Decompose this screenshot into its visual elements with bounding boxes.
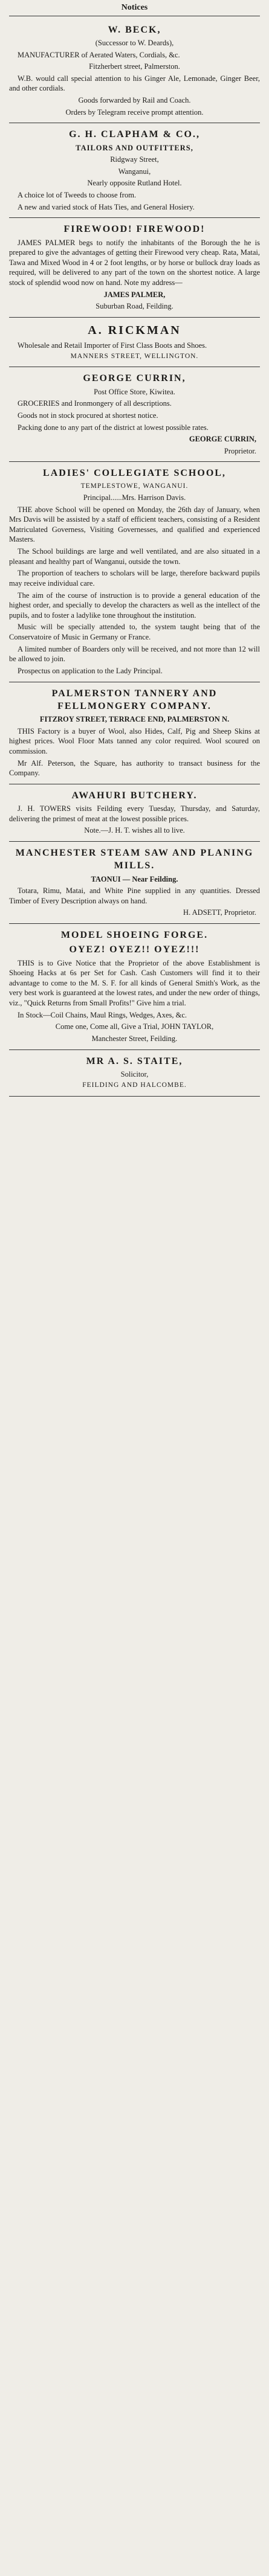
advertisement-beck <box>9 19 260 124</box>
advertisement-line: Prospectus on application to the Lady Principal. <box>18 666 163 675</box>
advertisement-ladies <box>9 462 260 682</box>
advertisement-line: A limited number of Boarders only will be received, and not more than 12 will be allowed to join. <box>9 644 260 664</box>
advertisement-line: Mr Alf. Peterson, the Square, has authority to transact business for the Company. <box>9 758 260 778</box>
advertisement-line: G. H. CLAPHAM & CO., <box>69 129 200 140</box>
advertisement-line: GROCERIES and Ironmongery of all descriptions. <box>18 399 172 408</box>
advertisement-staite <box>9 1050 260 1097</box>
advertisement-line: MODEL SHOEING FORGE. <box>60 930 209 941</box>
advertisement-line: Packing done to any part of the district at lowest possible rates. <box>18 423 209 432</box>
advertisement-line: Suburban Road, Feilding. <box>96 302 173 311</box>
advertisement-line: The aim of the course of instruction is to provide a general education of the highest order, and specially to develop the characters as well as the intellect of the pupils, and to foster a ladylike tone throughout the institution. <box>9 591 260 620</box>
advertisement-line: Manchester Street, Feilding. <box>91 1034 178 1043</box>
advertisement-line: GEORGE CURRIN, <box>83 373 186 384</box>
advertisement-line: PALMERSTON TANNERY AND FELLMONGERY COMPANY. <box>51 688 218 711</box>
advertisement-line: Come one, Come all, Give a Trial, JOHN TAYLOR, <box>55 1022 214 1031</box>
advertisement-line: Wanganui, <box>118 167 151 176</box>
notices-column <box>9 0 260 1097</box>
advertisement-line: GEORGE CURRIN, <box>189 435 256 444</box>
advertisement-line: A. RICKMAN <box>88 323 181 337</box>
advertisement-line: Note.—J. H. T. wishes all to live. <box>84 826 185 835</box>
advertisement-line: Orders by Telegram receive prompt attention. <box>65 107 204 117</box>
advertisement-line: MANUFACTURER of Aerated Waters, Cordials, &c. <box>18 50 180 59</box>
advertisement-line: Post Office Store, Kiwitea. <box>94 387 175 396</box>
advertisement-line: W. BECK, <box>108 24 161 35</box>
advertisement-line: A choice lot of Tweeds to choose from. <box>18 191 137 200</box>
advertisement-line: Fitzherbert street, Palmerston. <box>89 62 180 71</box>
advertisement-line: J. H. TOWERS visits Feilding every Tuesday, Thursday, and Saturday, delivering the primest of meat at the lowest possible prices. <box>9 804 260 823</box>
advertisement-line: Ridgway Street, <box>110 155 159 164</box>
advertisement-line: FITZROY STREET, TERRACE END, PALMERSTON N. <box>39 715 230 724</box>
advertisement-line: MR A. S. STAITE, <box>86 1056 183 1066</box>
advertisement-line: Goods forwarded by Rail and Coach. <box>78 96 191 104</box>
advertisement-line: Goods not in stock procured at shortest notice. <box>18 411 158 420</box>
advertisement-line: JAMES PALMER begs to notify the inhabitants of the Borough the he is prepared to give the advantages of getting their Firewood very cheap. Rata, Matai, Tawa and Mixed Wood in 4 or 2 foot lengths, or by horse or bullock dray loads as required, will be delivered to any part of the town on the shortest notice. A large stock of splendid wood now on hand. Note my address— <box>9 238 260 287</box>
advertisement-line: JAMES PALMER, <box>103 290 166 299</box>
advertisement-clapham <box>9 123 260 218</box>
advertisement-line: OYEZ! OYEZ!! OYEZ!!! <box>69 944 200 955</box>
advertisement-line: The proportion of teachers to scholars will be large, therefore backward pupils may receive individual care. <box>9 569 260 588</box>
advertisement-line: TEMPLESTOWE, WANGANUI. <box>80 482 189 490</box>
advertisement-line: Proprietor. <box>224 446 256 455</box>
advertisement-line: MANNERS STREET, WELLINGTON. <box>70 353 199 360</box>
advertisement-line: THE above School will be opened on Monday, the 26th day of January, when Mrs Davis will be assisted by a staff of efficient teachers, consisting of a Resident Matriculated Governess, Visiting Governesses, and qualified and experienced Masters. <box>9 505 260 544</box>
notices-header: Notices <box>9 2 260 16</box>
advertisement-line: H. ADSETT, Proprietor. <box>183 908 256 917</box>
advertisement-sawmills <box>9 842 260 924</box>
advertisement-shoeing <box>9 924 260 1050</box>
advertisement-line: TAONUI — Near Feilding. <box>91 874 178 883</box>
advertisement-line: Music will be specially attended to, the system taught being that of the Conservatoire of Music in Germany or France. <box>9 623 260 642</box>
advertisement-line: Wholesale and Retail Importer of First Class Boots and Shoes. <box>18 341 207 350</box>
advertisement-line: Nearly opposite Rutland Hotel. <box>87 179 182 188</box>
advertisement-awahuri <box>9 784 260 842</box>
advertisement-currin <box>9 367 260 462</box>
advertisement-line: The School buildings are large and well ventilated, and are also situated in a pleasant and healthy part of Wanganui, outside the town. <box>9 547 260 566</box>
advertisement-line: In Stock—Coil Chains, Maul Rings, Wedges, Axes, &c. <box>18 1010 187 1019</box>
advertisement-line: Principal......Mrs. Harrison Davis. <box>83 493 186 502</box>
advertisement-line: THIS is to Give Notice that the Proprietor of the above Establishment is Shoeing Hacks at 6s per Set for Cash. Cash Customers will find it to their advantage to come to the M. S. F. for all kinds of General Smith's Work, as the very best work is guaranteed at the lowest rates, and under the new order of things, viz., "Quick Returns from Small Profits!" Give him a trial. <box>9 958 260 1008</box>
advertisement-line: FIREWOOD! FIREWOOD! <box>63 224 206 235</box>
advertisement-line: THIS Factory is a buyer of Wool, also Hides, Calf, Pig and Sheep Skins at highest prices. Wool Floor Mats tanned any color required. Wool scoured on commission. <box>9 726 260 755</box>
advertisement-line: AWAHURI BUTCHERY. <box>71 790 198 801</box>
advertisement-line: LADIES' COLLEGIATE SCHOOL, <box>43 468 226 479</box>
advertisement-list <box>9 19 260 1097</box>
advertisement-palmer <box>9 218 260 318</box>
advertisement-line: W.B. would call special attention to his Ginger Ale, Lemonade, Ginger Beer, and other cordials. <box>9 74 260 93</box>
advertisement-line: TAILORS AND OUTFITTERS, <box>76 143 193 152</box>
advertisement-line: MANCHESTER STEAM SAW AND PLANING MILLS. <box>15 848 254 871</box>
advertisement-line: A new and varied stock of Hats Ties, and General Hosiery. <box>18 202 195 211</box>
advertisement-tannery <box>9 682 260 784</box>
advertisement-line: FEILDING AND HALCOMBE. <box>82 1081 187 1089</box>
advertisement-line: (Successor to W. Deards), <box>95 38 174 47</box>
advertisement-line: Totara, Rimu, Matai, and White Pine supplied in any quantities. Dressed Timber of Every Description always on hand. <box>9 886 260 905</box>
advertisement-line: Solicitor, <box>120 1069 149 1078</box>
advertisement-rickman <box>9 318 260 368</box>
